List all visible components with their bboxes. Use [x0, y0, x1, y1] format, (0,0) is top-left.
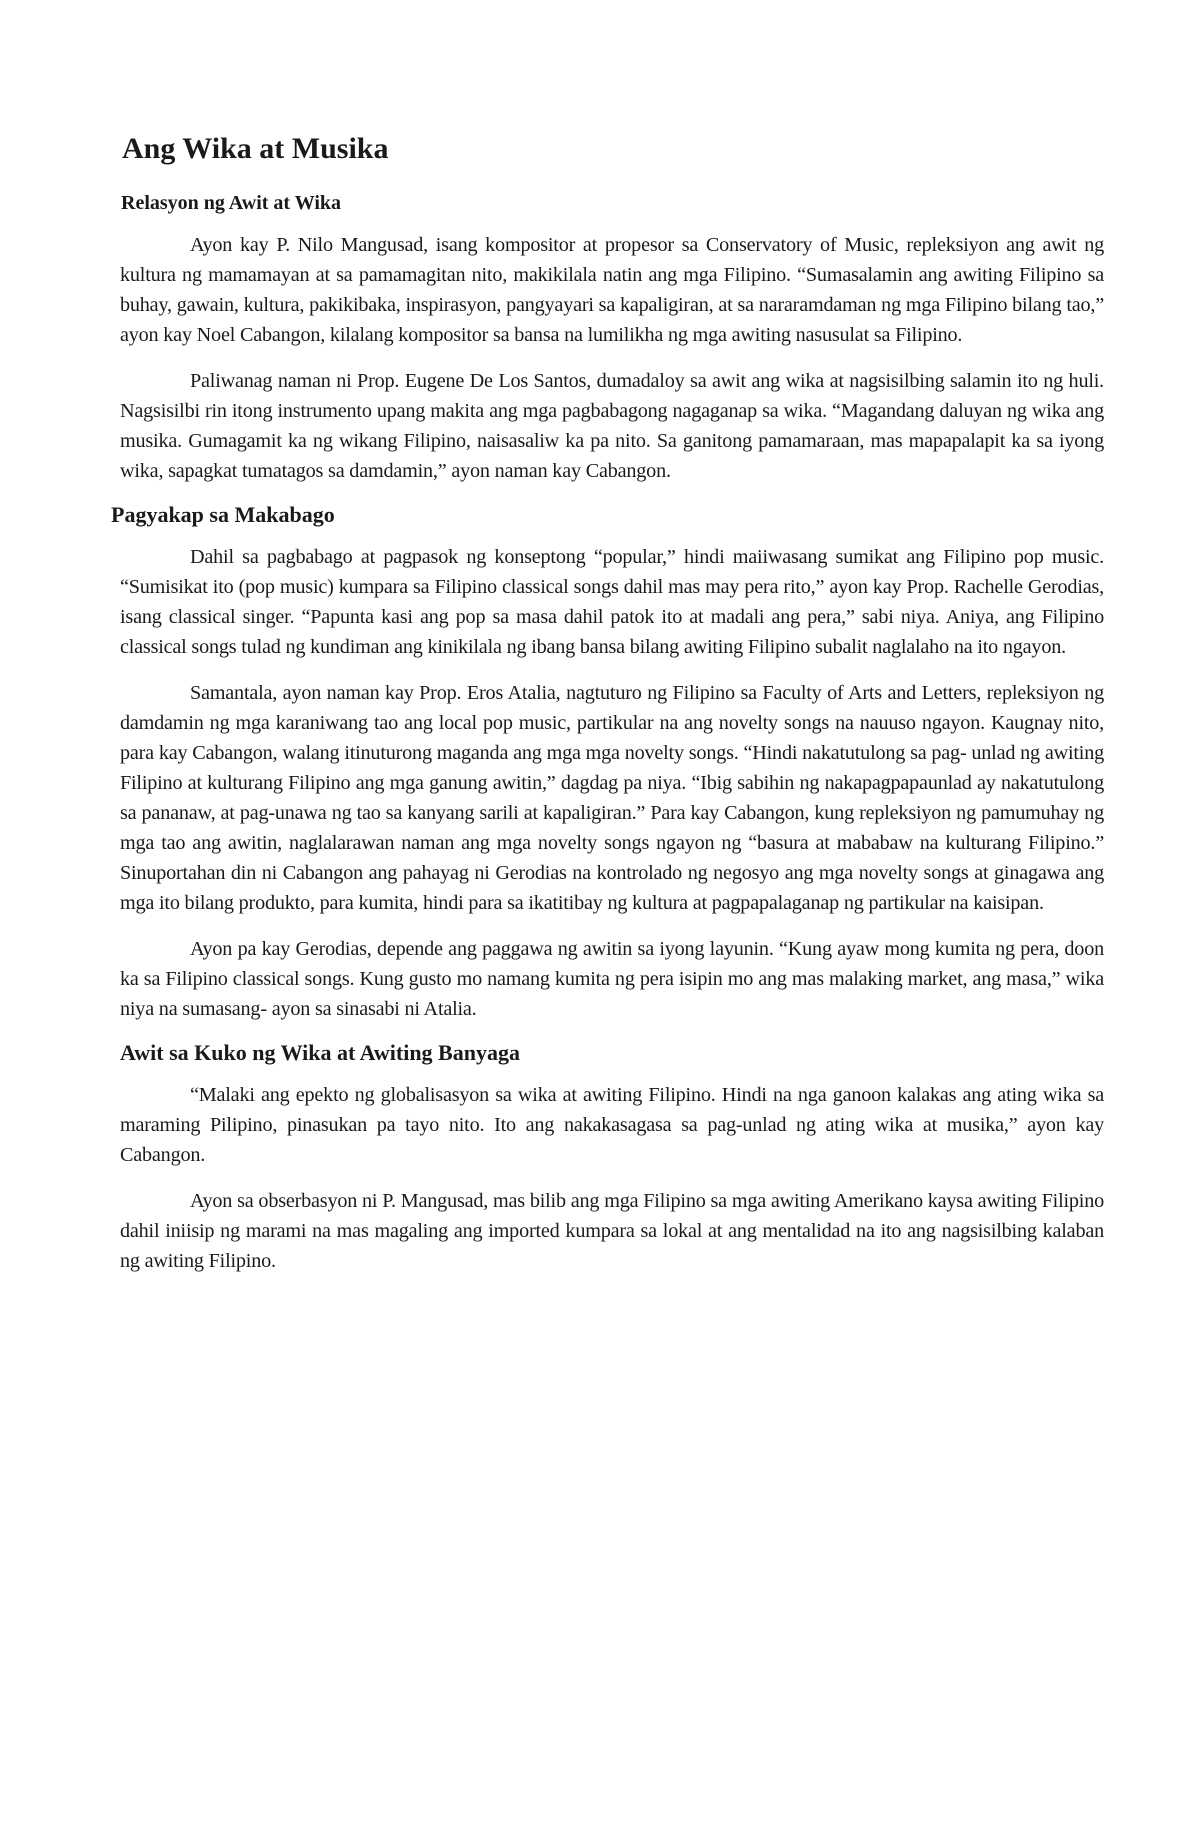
paragraph: “Malaki ang epekto ng globalisasyon sa wika at awiting Filipino. Hindi na nga ganoon kalakas ang ating wika sa maraming Pilipino, pinasukan pa tayo nito. Ito ang nakakasagasa sa pag-unlad ng ating wika at musika,” ayon kay Cabangon. [120, 1084, 1104, 1166]
paragraph: Dahil sa pagbabago at pagpasok ng konseptong “popular,” hindi maiiwasang sumikat ang Filipino pop music. “Sumisikat ito (pop music) kumpara sa Filipino classical songs dahil mas may pera rito,” ayon kay Prop. Rachelle Gerodias, isang classical singer. “Papunta kasi ang pop sa masa dahil patok ito at madali ang pera,” sabi niya. Aniya, ang Filipino classical songs tulad ng kundiman ang kinikilala ng ibang bansa bilang awiting Filipino subalit naglalaho na ito ngayon. [120, 546, 1104, 658]
paragraph: Samantala, ayon naman kay Prop. Eros Atalia, nagtuturo ng Filipino sa Faculty of Arts and Letters, repleksiyon ng damdamin ng mga karaniwang tao ang local pop music, partikular na ang novelty songs na nauuso ngayon. Kaugnay nito, para kay Cabangon, walang itinuturong maganda ang mga mga novelty songs. “Hindi nakatutulong sa pag- unlad ng awiting Filipino at kulturang Filipino ang mga ganung awitin,” dagdag pa niya. “Ibig sabihin ng nakapagpapaunlad ay nakatutulong sa pananaw, at pag-unawa ng tao sa kanyang sarili at kapaligiran.” Para kay Cabangon, kung repleksiyon ng pamumuhay ng mga tao ang awitin, naglalarawan naman ang mga novelty songs ngayon ng “basura at mababaw na kulturang Filipino.” Sinuportahan din ni Cabangon ang pahayag ni Gerodias na kontrolado ng negosyo ang mga novelty songs at ginagawa ang mga ito bilang produkto, para kumita, hindi para sa ikatitibay ng kultura at pagpapalaganap ng partikular na kaisipan. [120, 682, 1104, 914]
document-title: Ang Wika at Musika [122, 132, 389, 165]
paragraph: Ayon kay P. Nilo Mangusad, isang kompositor at propesor sa Conservatory of Music, repleksiyon ang awit ng kultura ng mamamayan at sa pamamagitan nito, makikilala natin ang mga Filipino. “Sumasalamin ang awiting Filipino sa buhay, gawain, kultura, pakikibaka, inspirasyon, pangyayari sa kapaligiran, at sa nararamdaman ng mga Filipino bilang tao,” ayon kay Noel Cabangon, kilalang kompositor sa bansa na lumilikha ng mga awiting nasusulat sa Filipino. [120, 234, 1104, 346]
section-heading-awit-sa-kuko: Awit sa Kuko ng Wika at Awiting Banyaga [120, 1040, 520, 1065]
document-body [111, 130, 1104, 1292]
section-heading-pagyakap: Pagyakap sa Makabago [111, 502, 335, 527]
paragraph: Paliwanag naman ni Prop. Eugene De Los Santos, dumadaloy sa awit ang wika at nagsisilbing salamin ito ng huli. Nagsisilbi rin itong instrumento upang makita ang mga pagbabagong nagaganap sa wika. “Magandang daluyan ng wika ang musika. Gumagamit ka ng wikang Filipino, naisasaliw ka pa nito. Sa ganitong pamamaraan, mas mapapalapit ka sa iyong wika, sapagkat tumatagos sa damdamin,” ayon naman kay Cabangon. [120, 370, 1104, 482]
paragraph: Ayon pa kay Gerodias, depende ang paggawa ng awitin sa iyong layunin. “Kung ayaw mong kumita ng pera, doon ka sa Filipino classical songs. Kung gusto mo namang kumita ng pera isipin mo ang mas malaking market, ang masa,” wika niya na sumasang- ayon sa sinasabi ni Atalia. [120, 938, 1104, 1020]
section-heading-relasyon: Relasyon ng Awit at Wika [121, 192, 342, 214]
paragraph: Ayon sa obserbasyon ni P. Mangusad, mas bilib ang mga Filipino sa mga awiting Amerikano kaysa awiting Filipino dahil iniisip ng marami na mas magaling ang imported kumpara sa lokal at ang mentalidad na ito ang nagsisilbing kalaban ng awiting Filipino. [120, 1190, 1104, 1272]
